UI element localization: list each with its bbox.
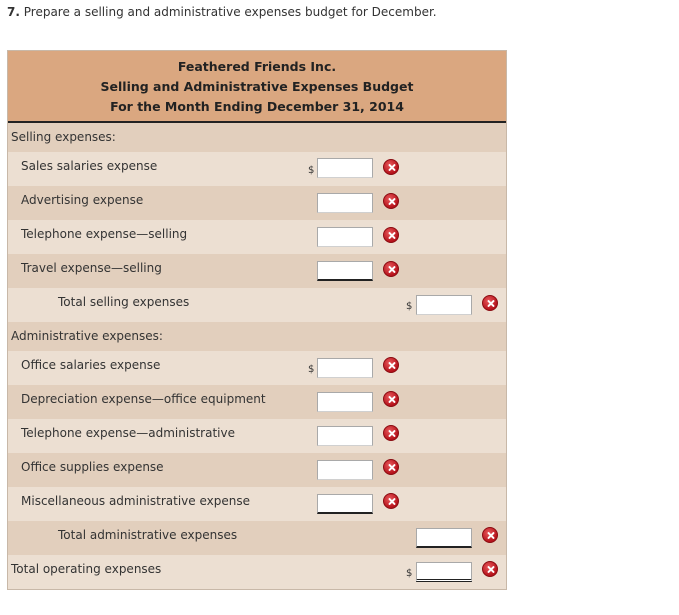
close-circle-icon xyxy=(383,459,399,475)
budget-period: For the Month Ending December 31, 2014 xyxy=(110,99,404,114)
close-circle-icon xyxy=(383,493,399,509)
close-circle-icon xyxy=(383,261,399,277)
section-label: Administrative expenses: xyxy=(11,329,163,343)
row-label: Depreciation expense—office equipment xyxy=(21,392,266,406)
close-circle-icon xyxy=(383,357,399,373)
row-label: Total administrative expenses xyxy=(58,528,238,542)
office-supplies-input[interactable] xyxy=(317,460,373,480)
close-circle-icon xyxy=(383,193,399,209)
budget-table xyxy=(7,50,507,590)
section-label: Selling expenses: xyxy=(11,130,116,144)
budget-header xyxy=(8,51,506,123)
currency-sign: $ xyxy=(308,364,315,375)
close-circle-icon xyxy=(383,391,399,407)
row-label: Telephone expense—administrative xyxy=(21,426,235,440)
section-heading-selling xyxy=(8,123,506,152)
row-label: Advertising expense xyxy=(21,193,144,207)
travel-selling-input[interactable] xyxy=(317,261,373,281)
currency-sign: $ xyxy=(406,568,413,579)
row-label: Total operating expenses xyxy=(11,562,162,576)
close-circle-icon xyxy=(482,561,498,577)
office-salaries-input[interactable] xyxy=(317,358,373,378)
currency-sign: $ xyxy=(406,301,413,312)
total-operating-input[interactable] xyxy=(416,562,472,582)
table-row xyxy=(8,487,506,521)
section-heading-admin xyxy=(8,322,506,351)
telephone-admin-input[interactable] xyxy=(317,426,373,446)
row-label: Telephone expense—selling xyxy=(21,227,188,241)
row-label: Sales salaries expense xyxy=(21,159,158,173)
row-label: Travel expense—selling xyxy=(21,261,162,275)
question-text: Prepare a selling and administrative expenses budget for December. xyxy=(23,5,437,19)
table-row xyxy=(8,186,506,220)
depreciation-input[interactable] xyxy=(317,392,373,412)
table-row xyxy=(8,555,506,589)
question-prompt xyxy=(7,5,437,19)
table-row xyxy=(8,453,506,487)
table-row xyxy=(8,385,506,419)
table-row xyxy=(8,351,506,385)
row-label: Miscellaneous administrative expense xyxy=(21,494,250,508)
question-number: 7. xyxy=(7,5,20,19)
row-label: Total selling expenses xyxy=(58,295,190,309)
close-circle-icon xyxy=(383,227,399,243)
close-circle-icon xyxy=(383,159,399,175)
currency-sign: $ xyxy=(308,165,315,176)
close-circle-icon xyxy=(383,425,399,441)
table-row xyxy=(8,419,506,453)
close-circle-icon xyxy=(482,527,498,543)
table-row xyxy=(8,288,506,322)
company-name: Feathered Friends Inc. xyxy=(177,59,337,74)
table-row xyxy=(8,152,506,186)
misc-admin-input[interactable] xyxy=(317,494,373,514)
row-label: Office salaries expense xyxy=(21,358,161,372)
total-selling-input[interactable] xyxy=(416,295,472,315)
budget-title: Selling and Administrative Expenses Budget xyxy=(100,79,414,94)
table-row xyxy=(8,254,506,288)
sales-salaries-input[interactable] xyxy=(317,158,373,178)
telephone-selling-input[interactable] xyxy=(317,227,373,247)
total-admin-input[interactable] xyxy=(416,528,472,548)
table-row xyxy=(8,521,506,555)
close-circle-icon xyxy=(482,295,498,311)
advertising-input[interactable] xyxy=(317,193,373,213)
row-label: Office supplies expense xyxy=(21,460,164,474)
table-row xyxy=(8,220,506,254)
